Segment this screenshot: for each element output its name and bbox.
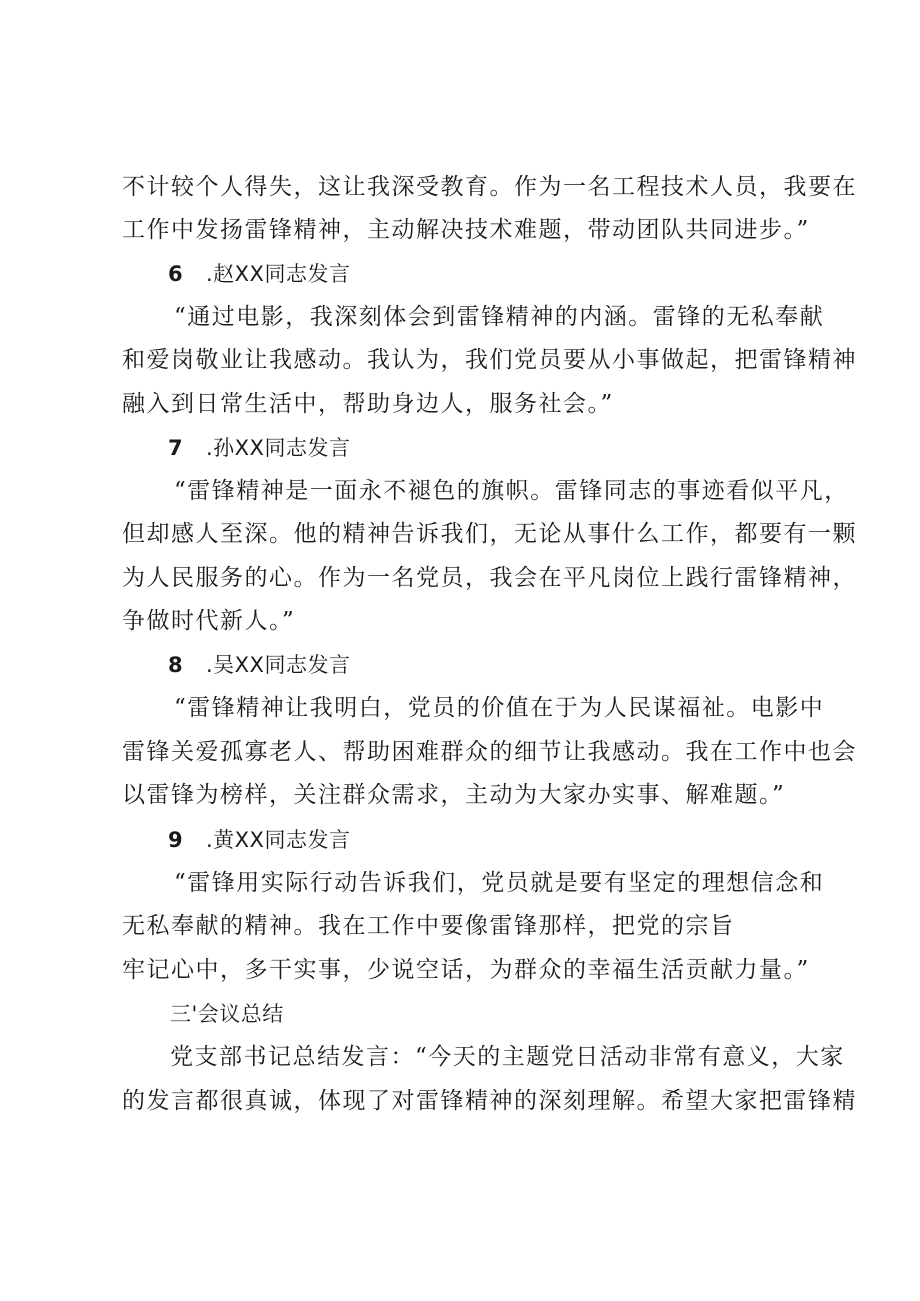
paragraph-line: 但却感人至深。他的精神告诉我们，无论从事什么工作，都要有一颗	[122, 521, 857, 547]
paragraph-line: “通过电影，我深刻体会到雷锋精神的内涵。雷锋的无私奉献	[174, 304, 825, 330]
heading-number: 7	[168, 436, 184, 460]
speaker-heading-6	[168, 259, 350, 289]
speaker-heading-9	[168, 825, 350, 855]
paragraph-line: 争做时代新人。”	[122, 608, 296, 634]
paragraph-line: 的发言都很真诚，体现了对雷锋精神的深刻理解。希望大家把雷锋精	[122, 1088, 857, 1114]
heading-text: .孙XX同志发言	[206, 436, 351, 460]
paragraph-line: “雷锋精神让我明白，党员的价值在于为人民谋福祉。电影中	[174, 695, 825, 721]
heading-number: 9	[168, 828, 184, 852]
paragraph-line: 为人民服务的心。作为一名党员，我会在平凡岗位上践行雷锋精神，	[122, 565, 857, 591]
paragraph-line: 工作中发扬雷锋精神，主动解决技术难题，带动团队共同进步。”	[122, 217, 810, 243]
paragraph-line: 牢记心中，多干实事，少说空话，为群众的幸福生活贡献力量。”	[122, 957, 810, 983]
paragraph-line: 融入到日常生活中，帮助身边人，服务社会。”	[122, 391, 614, 417]
speaker-heading-8	[168, 650, 350, 680]
paragraph-line: “雷锋精神是一面永不褪色的旗帜。雷锋同志的事迹看似平凡，	[174, 478, 849, 504]
speaker-heading-7	[168, 433, 350, 463]
paragraph-line: “雷锋用实际行动告诉我们，党员就是要有坚定的理想信念和	[174, 870, 825, 896]
heading-number: 6	[168, 262, 184, 286]
paragraph-line: 以雷锋为榜样，关注群众需求，主动为大家办实事、解难题。”	[122, 782, 786, 808]
paragraph-line: 无私奉献的精神。我在工作中要像雷锋那样，把党的宗旨	[122, 913, 735, 939]
heading-text: .吴XX同志发言	[206, 653, 351, 677]
paragraph-line: 不计较个人得失，这让我深受教育。作为一名工程技术人员，我要在	[122, 174, 857, 200]
paragraph-line: 雷锋关爱孤寡老人、帮助困难群众的细节让我感动。我在工作中也会	[122, 739, 857, 765]
heading-text: .黄XX同志发言	[206, 828, 351, 852]
section-heading: 三'会议总结	[170, 1002, 284, 1026]
paragraph-line: 和爱岗敬业让我感动。我认为，我们党员要从小事做起，把雷锋精神	[122, 347, 857, 373]
heading-number: 8	[168, 653, 184, 677]
paragraph-line: 党支部书记总结发言：“今天的主题党日活动非常有意义，大家	[170, 1044, 845, 1070]
heading-text: .赵XX同志发言	[206, 262, 351, 286]
